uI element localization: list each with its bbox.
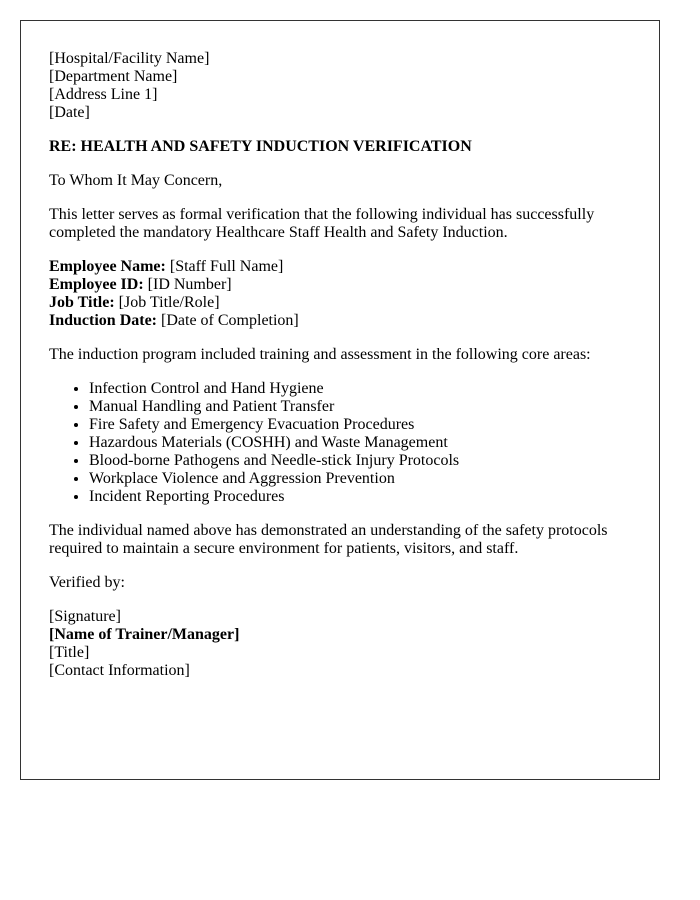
job-title-value: [Job Title/Role] (114, 294, 220, 311)
signer-contact: [Contact Information] (49, 662, 190, 679)
subject-line: RE: HEALTH AND SAFETY INDUCTION VERIFICATION (49, 138, 472, 155)
employee-details (49, 258, 631, 330)
employee-id-row (49, 276, 631, 294)
signature-placeholder: [Signature] (49, 608, 121, 625)
employee-id-value: [ID Number] (143, 276, 232, 293)
closing-line-2: required to maintain a secure environment for patients, visitors, and staff. (49, 540, 519, 557)
induction-date-label: Induction Date: (49, 312, 158, 329)
salutation: To Whom It May Concern, (49, 172, 223, 189)
verification-letter (20, 20, 660, 780)
signature-block (49, 608, 631, 680)
department-name: [Department Name] (49, 68, 178, 85)
list-item: • Hazardous Materials (COSHH) and Waste Management (89, 434, 631, 452)
employee-name-value: [Staff Full Name] (165, 258, 284, 275)
induction-date-value: [Date of Completion] (157, 312, 299, 329)
intro-line-2: completed the mandatory Healthcare Staff Health and Safety Induction. (49, 224, 508, 241)
employee-name-label: Employee Name: (49, 258, 166, 275)
employee-id-label: Employee ID: (49, 276, 144, 293)
list-item: • Incident Reporting Procedures (89, 488, 631, 506)
intro-line-1: This letter serves as formal verification that the following individual has successfully (49, 206, 595, 223)
list-item: • Infection Control and Hand Hygiene (89, 380, 631, 398)
letter-date: [Date] (49, 104, 90, 121)
closing-paragraph (49, 522, 631, 558)
list-item: • Fire Safety and Emergency Evacuation Procedures (89, 416, 631, 434)
signer-name: [Name of Trainer/Manager] (49, 626, 240, 643)
core-areas-list (49, 380, 631, 506)
list-item: • Manual Handling and Patient Transfer (89, 398, 631, 416)
job-title-row (49, 294, 631, 312)
letterhead (49, 50, 631, 122)
closing-line-1: The individual named above has demonstrated an understanding of the safety protocols (49, 522, 608, 539)
signer-title: [Title] (49, 644, 90, 661)
intro-paragraph (49, 206, 631, 242)
program-intro: The induction program included training and assessment in the following core areas: (49, 346, 591, 363)
job-title-label: Job Title: (49, 294, 115, 311)
induction-date-row (49, 312, 631, 330)
verified-by-label: Verified by: (49, 574, 125, 591)
facility-name: [Hospital/Facility Name] (49, 50, 210, 67)
list-item: • Blood-borne Pathogens and Needle-stick Injury Protocols (89, 452, 631, 470)
address-line: [Address Line 1] (49, 86, 158, 103)
employee-name-row (49, 258, 631, 276)
list-item: • Workplace Violence and Aggression Prevention (89, 470, 631, 488)
